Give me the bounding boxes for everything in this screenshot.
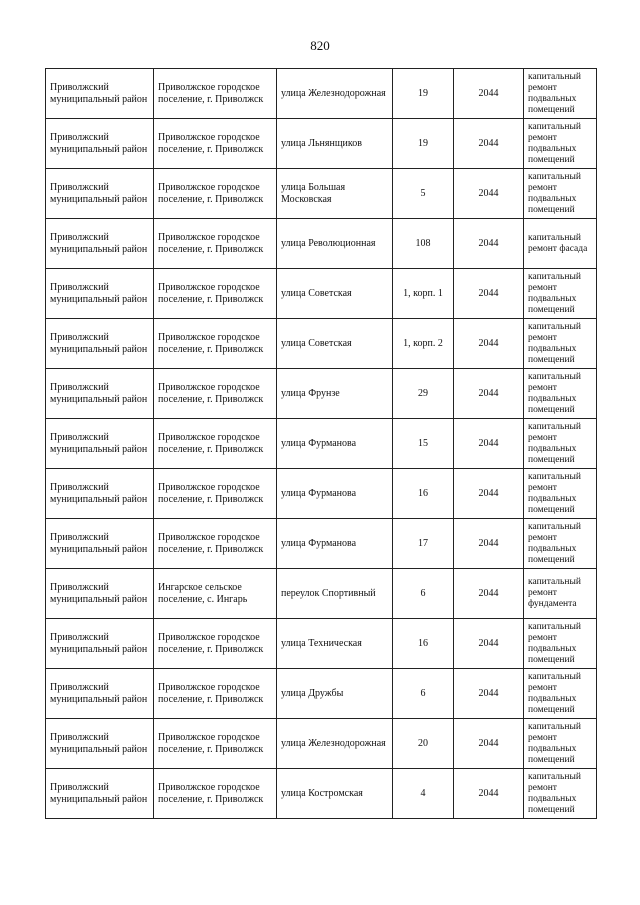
district-cell: Приволжский муниципальный район <box>46 369 154 419</box>
district-cell: Приволжский муниципальный район <box>46 69 154 119</box>
street-cell: улица Дружбы <box>277 669 393 719</box>
table-row <box>46 669 597 719</box>
district-cell: Приволжский муниципальный район <box>46 519 154 569</box>
settlement-cell: Приволжское городское поселение, г. Приволжск <box>154 269 277 319</box>
district-cell: Приволжский муниципальный район <box>46 469 154 519</box>
district-cell: Приволжский муниципальный район <box>46 169 154 219</box>
district-cell: Приволжский муниципальный район <box>46 219 154 269</box>
table-row <box>46 319 597 369</box>
house-number-cell: 108 <box>393 219 454 269</box>
housing-repair-table <box>45 68 597 819</box>
house-number-cell: 20 <box>393 719 454 769</box>
work-type-cell: капитальный ремонт подвальных помещений <box>524 69 597 119</box>
settlement-cell: Приволжское городское поселение, г. Приволжск <box>154 219 277 269</box>
house-number-cell: 17 <box>393 519 454 569</box>
work-type-cell: капитальный ремонт подвальных помещений <box>524 719 597 769</box>
street-cell: улица Фурманова <box>277 519 393 569</box>
settlement-cell: Приволжское городское поселение, г. Приволжск <box>154 369 277 419</box>
street-cell: улица Железнодорожная <box>277 719 393 769</box>
district-cell: Приволжский муниципальный район <box>46 119 154 169</box>
street-cell: улица Фурманова <box>277 469 393 519</box>
table-row <box>46 619 597 669</box>
settlement-cell: Ингарское сельское поселение, с. Ингарь <box>154 569 277 619</box>
work-type-cell: капитальный ремонт фундамента <box>524 569 597 619</box>
settlement-cell: Приволжское городское поселение, г. Приволжск <box>154 669 277 719</box>
year-cell: 2044 <box>454 519 524 569</box>
street-cell: улица Фурманова <box>277 419 393 469</box>
year-cell: 2044 <box>454 619 524 669</box>
year-cell: 2044 <box>454 769 524 819</box>
settlement-cell: Приволжское городское поселение, г. Приволжск <box>154 69 277 119</box>
settlement-cell: Приволжское городское поселение, г. Приволжск <box>154 119 277 169</box>
district-cell: Приволжский муниципальный район <box>46 269 154 319</box>
house-number-cell: 4 <box>393 769 454 819</box>
year-cell: 2044 <box>454 369 524 419</box>
house-number-cell: 19 <box>393 69 454 119</box>
settlement-cell: Приволжское городское поселение, г. Приволжск <box>154 169 277 219</box>
district-cell: Приволжский муниципальный район <box>46 769 154 819</box>
house-number-cell: 1, корп. 1 <box>393 269 454 319</box>
house-number-cell: 16 <box>393 469 454 519</box>
year-cell: 2044 <box>454 169 524 219</box>
house-number-cell: 15 <box>393 419 454 469</box>
table-row <box>46 219 597 269</box>
page-number: 820 <box>310 38 330 53</box>
work-type-cell: капитальный ремонт подвальных помещений <box>524 319 597 369</box>
house-number-cell: 5 <box>393 169 454 219</box>
street-cell: улица Костромская <box>277 769 393 819</box>
work-type-cell: капитальный ремонт подвальных помещений <box>524 519 597 569</box>
settlement-cell: Приволжское городское поселение, г. Приволжск <box>154 419 277 469</box>
district-cell: Приволжский муниципальный район <box>46 319 154 369</box>
year-cell: 2044 <box>454 419 524 469</box>
street-cell: улица Техническая <box>277 619 393 669</box>
settlement-cell: Приволжское городское поселение, г. Приволжск <box>154 519 277 569</box>
street-cell: улица Фрунзе <box>277 369 393 419</box>
year-cell: 2044 <box>454 469 524 519</box>
work-type-cell: капитальный ремонт фасада <box>524 219 597 269</box>
table-row <box>46 769 597 819</box>
year-cell: 2044 <box>454 669 524 719</box>
year-cell: 2044 <box>454 569 524 619</box>
street-cell: улица Льнянщиков <box>277 119 393 169</box>
table-row <box>46 569 597 619</box>
district-cell: Приволжский муниципальный район <box>46 669 154 719</box>
district-cell: Приволжский муниципальный район <box>46 719 154 769</box>
table-row <box>46 469 597 519</box>
settlement-cell: Приволжское городское поселение, г. Приволжск <box>154 719 277 769</box>
work-type-cell: капитальный ремонт подвальных помещений <box>524 369 597 419</box>
year-cell: 2044 <box>454 719 524 769</box>
district-cell: Приволжский муниципальный район <box>46 419 154 469</box>
year-cell: 2044 <box>454 69 524 119</box>
street-cell: улица Советская <box>277 319 393 369</box>
district-cell: Приволжский муниципальный район <box>46 619 154 669</box>
table-row <box>46 69 597 119</box>
year-cell: 2044 <box>454 219 524 269</box>
house-number-cell: 29 <box>393 369 454 419</box>
year-cell: 2044 <box>454 319 524 369</box>
table-row <box>46 519 597 569</box>
work-type-cell: капитальный ремонт подвальных помещений <box>524 769 597 819</box>
street-cell: улица Большая Московская <box>277 169 393 219</box>
house-number-cell: 1, корп. 2 <box>393 319 454 369</box>
settlement-cell: Приволжское городское поселение, г. Приволжск <box>154 769 277 819</box>
house-number-cell: 19 <box>393 119 454 169</box>
table-body <box>46 69 597 819</box>
street-cell: улица Советская <box>277 269 393 319</box>
street-cell: переулок Спортивный <box>277 569 393 619</box>
work-type-cell: капитальный ремонт подвальных помещений <box>524 269 597 319</box>
settlement-cell: Приволжское городское поселение, г. Приволжск <box>154 319 277 369</box>
street-cell: улица Революционная <box>277 219 393 269</box>
work-type-cell: капитальный ремонт подвальных помещений <box>524 669 597 719</box>
work-type-cell: капитальный ремонт подвальных помещений <box>524 619 597 669</box>
year-cell: 2044 <box>454 119 524 169</box>
year-cell: 2044 <box>454 269 524 319</box>
work-type-cell: капитальный ремонт подвальных помещений <box>524 469 597 519</box>
district-cell: Приволжский муниципальный район <box>46 569 154 619</box>
table-row <box>46 269 597 319</box>
settlement-cell: Приволжское городское поселение, г. Приволжск <box>154 469 277 519</box>
work-type-cell: капитальный ремонт подвальных помещений <box>524 119 597 169</box>
work-type-cell: капитальный ремонт подвальных помещений <box>524 169 597 219</box>
table-row <box>46 719 597 769</box>
street-cell: улица Железнодорожная <box>277 69 393 119</box>
table-row <box>46 169 597 219</box>
table-row <box>46 419 597 469</box>
house-number-cell: 6 <box>393 669 454 719</box>
house-number-cell: 16 <box>393 619 454 669</box>
table-row <box>46 119 597 169</box>
table-row <box>46 369 597 419</box>
house-number-cell: 6 <box>393 569 454 619</box>
settlement-cell: Приволжское городское поселение, г. Приволжск <box>154 619 277 669</box>
work-type-cell: капитальный ремонт подвальных помещений <box>524 419 597 469</box>
